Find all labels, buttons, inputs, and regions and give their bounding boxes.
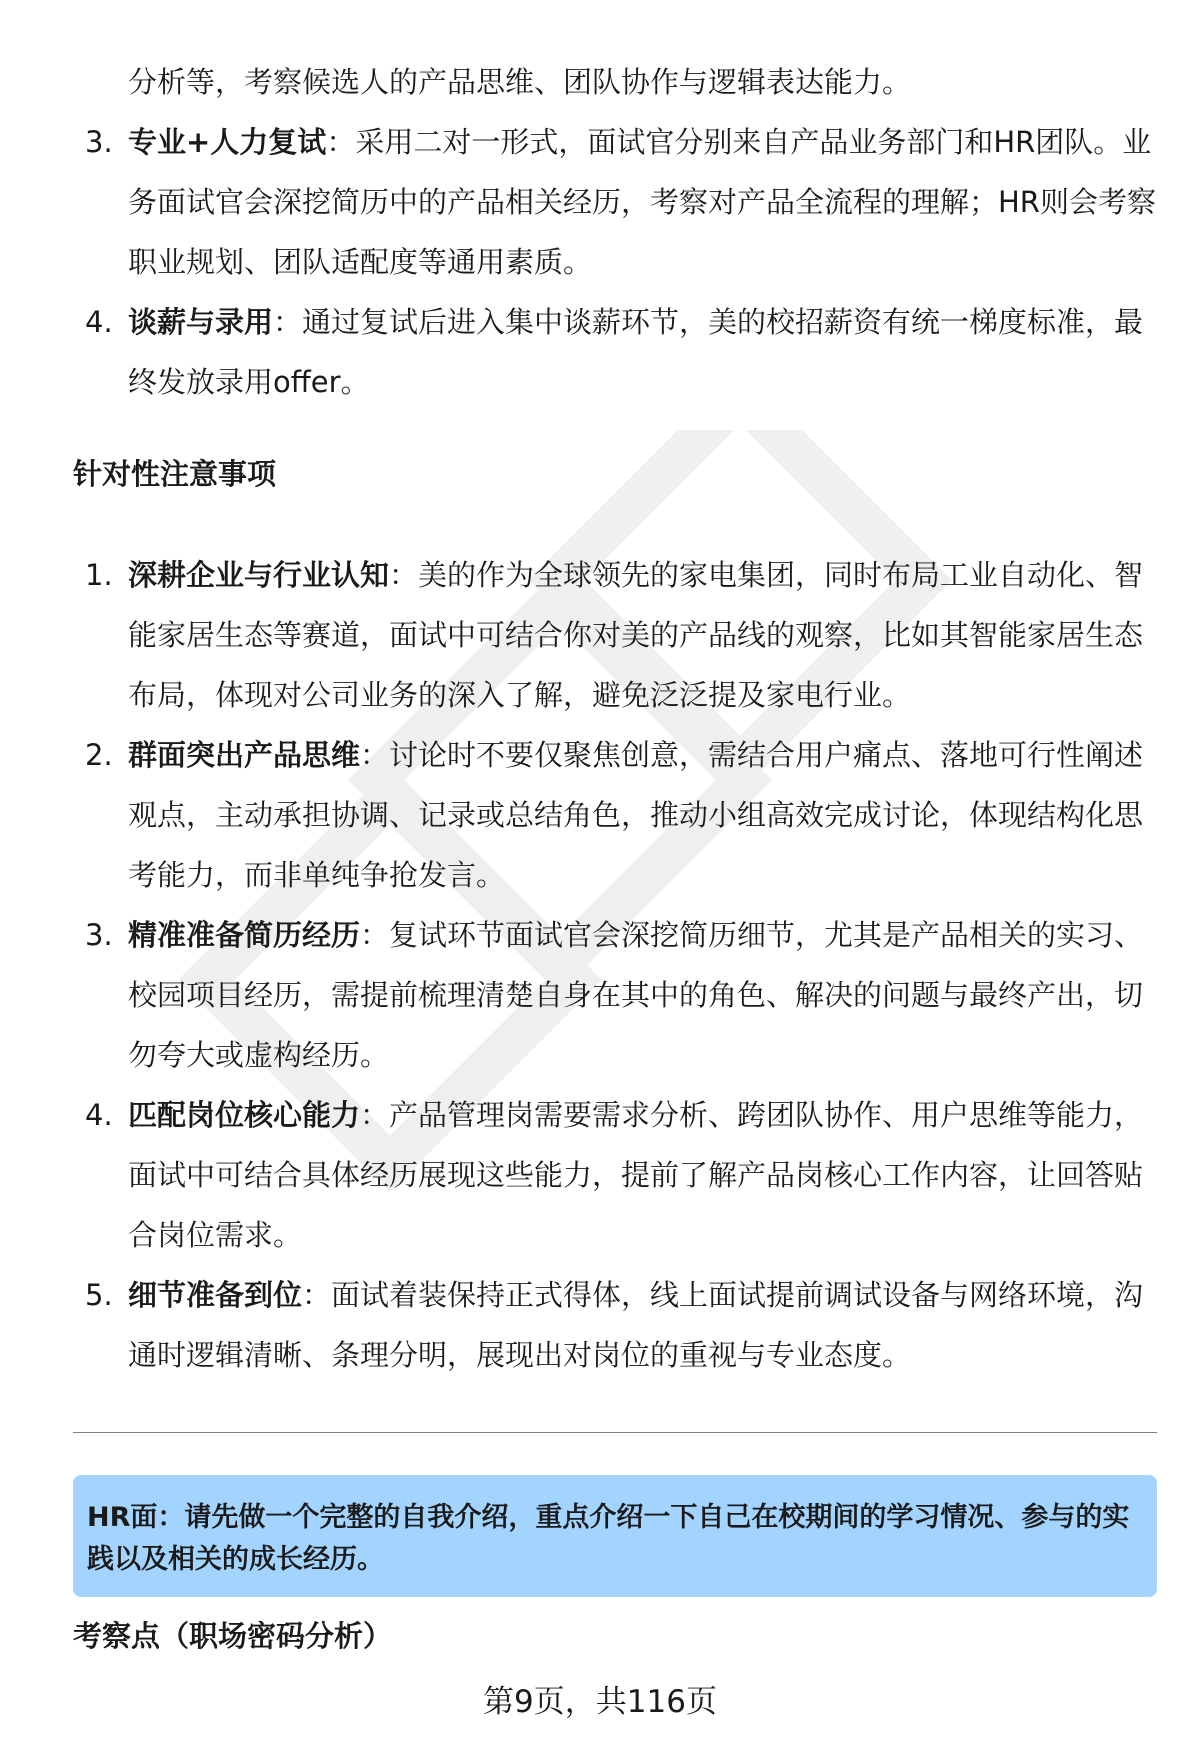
list-item: 1. 深耕企业与行业认知：美的作为全球领先的家电集团，同时布局工业自动化、智能家居生态等赛道，面试中可结合你对美的产品线的观察，比如其智能家居生态布局，体现对公司业务的深入了解，避免泛泛提及家电行业。 — [73, 545, 1163, 725]
item-title: 深耕企业与行业认知 — [128, 558, 390, 592]
item-text: 产品管理岗需要需求分析、跨团队协作、用户思维等能力，面试中可结合具体经历展现这些能力，提前了解产品岗核心工作内容，让回答贴合岗位需求。 — [128, 1098, 1144, 1252]
hr-question-box: HR面：请先做一个完整的自我介绍，重点介绍一下自己在校期间的学习情况、参与的实践以及相关的成长经历。 — [73, 1475, 1157, 1597]
interview-steps-list — [73, 112, 1163, 412]
list-item: 3. 专业+人力复试：采用二对一形式，面试官分别来自产品业务部门和HR团队。业务面试官会深挖简历中的产品相关经历，考察对产品全流程的理解；HR则会考察职业规划、团队适配度等通用素质。 — [73, 112, 1163, 292]
item-text: 讨论时不要仅聚焦创意，需结合用户痛点、落地可行性阐述观点，主动承担协调、记录或总结角色，推动小组高效完成讨论，体现结构化思考能力，而非单纯争抢发言。 — [128, 738, 1144, 892]
item-text: 复试环节面试官会深挖简历细节，尤其是产品相关的实习、校园项目经历，需提前梳理清楚自身在其中的角色、解决的问题与最终产出，切勿夸大或虚构经历。 — [128, 918, 1144, 1072]
item-number: 4. — [85, 305, 113, 339]
item-title: 匹配岗位核心能力 — [128, 1098, 361, 1132]
notes-section-title: 针对性注意事项 — [73, 457, 277, 491]
item-number: 1. — [85, 558, 113, 592]
item-title: 群面突出产品思维 — [128, 738, 361, 772]
list-item: 5. 细节准备到位：面试着装保持正式得体，线上面试提前调试设备与网络环境，沟通时逻辑清晰、条理分明，展现出对岗位的重视与专业态度。 — [73, 1265, 1163, 1385]
item-title: 专业+人力复试 — [128, 125, 327, 159]
list-item: 2. 群面突出产品思维：讨论时不要仅聚焦创意，需结合用户痛点、落地可行性阐述观点，主动承担协调、记录或总结角色，推动小组高效完成讨论，体现结构化思考能力，而非单纯争抢发言。 — [73, 725, 1163, 905]
page-number-footer: 第9页，共116页 — [483, 1684, 717, 1720]
section-divider — [73, 1432, 1157, 1433]
item-title: 精准准备简历经历 — [128, 918, 361, 952]
item-number: 3. — [85, 918, 113, 952]
list-item: 4. 谈薪与录用：通过复试后进入集中谈薪环节，美的校招薪资有统一梯度标准，最终发放录用offer。 — [73, 292, 1163, 412]
item-text: 采用二对一形式，面试官分别来自产品业务部门和HR团队。业务面试官会深挖简历中的产品相关经历，考察对产品全流程的理解；HR则会考察职业规划、团队适配度等通用素质。 — [128, 125, 1156, 279]
item-number: 4. — [85, 1098, 113, 1132]
list-item: 3. 精准准备简历经历：复试环节面试官会深挖简历细节，尤其是产品相关的实习、校园项目经历，需提前梳理清楚自身在其中的角色、解决的问题与最终产出，切勿夸大或虚构经历。 — [73, 905, 1163, 1085]
item-text: 美的作为全球领先的家电集团，同时布局工业自动化、智能家居生态等赛道，面试中可结合你对美的产品线的观察，比如其智能家居生态布局，体现对公司业务的深入了解，避免泛泛提及家电行业。 — [128, 558, 1144, 712]
analysis-heading: 考察点（职场密码分析） — [73, 1619, 393, 1653]
item-title: 谈薪与录用 — [128, 305, 274, 339]
item-number: 3. — [85, 125, 113, 159]
item-text: 面试着装保持正式得体，线上面试提前调试设备与网络环境，沟通时逻辑清晰、条理分明，展现出对岗位的重视与专业态度。 — [128, 1278, 1144, 1372]
continuation-text: 分析等，考察候选人的产品思维、团队协作与逻辑表达能力。 — [128, 65, 912, 99]
list-item: 4. 匹配岗位核心能力：产品管理岗需要需求分析、跨团队协作、用户思维等能力，面试中可结合具体经历展现这些能力，提前了解产品岗核心工作内容，让回答贴合岗位需求。 — [73, 1085, 1163, 1265]
item-number: 2. — [85, 738, 113, 772]
item-text: 通过复试后进入集中谈薪环节，美的校招薪资有统一梯度标准，最终发放录用offer。 — [128, 305, 1144, 399]
item-number: 5. — [85, 1278, 113, 1312]
notes-list — [73, 545, 1163, 1385]
item-title: 细节准备到位 — [128, 1278, 303, 1312]
